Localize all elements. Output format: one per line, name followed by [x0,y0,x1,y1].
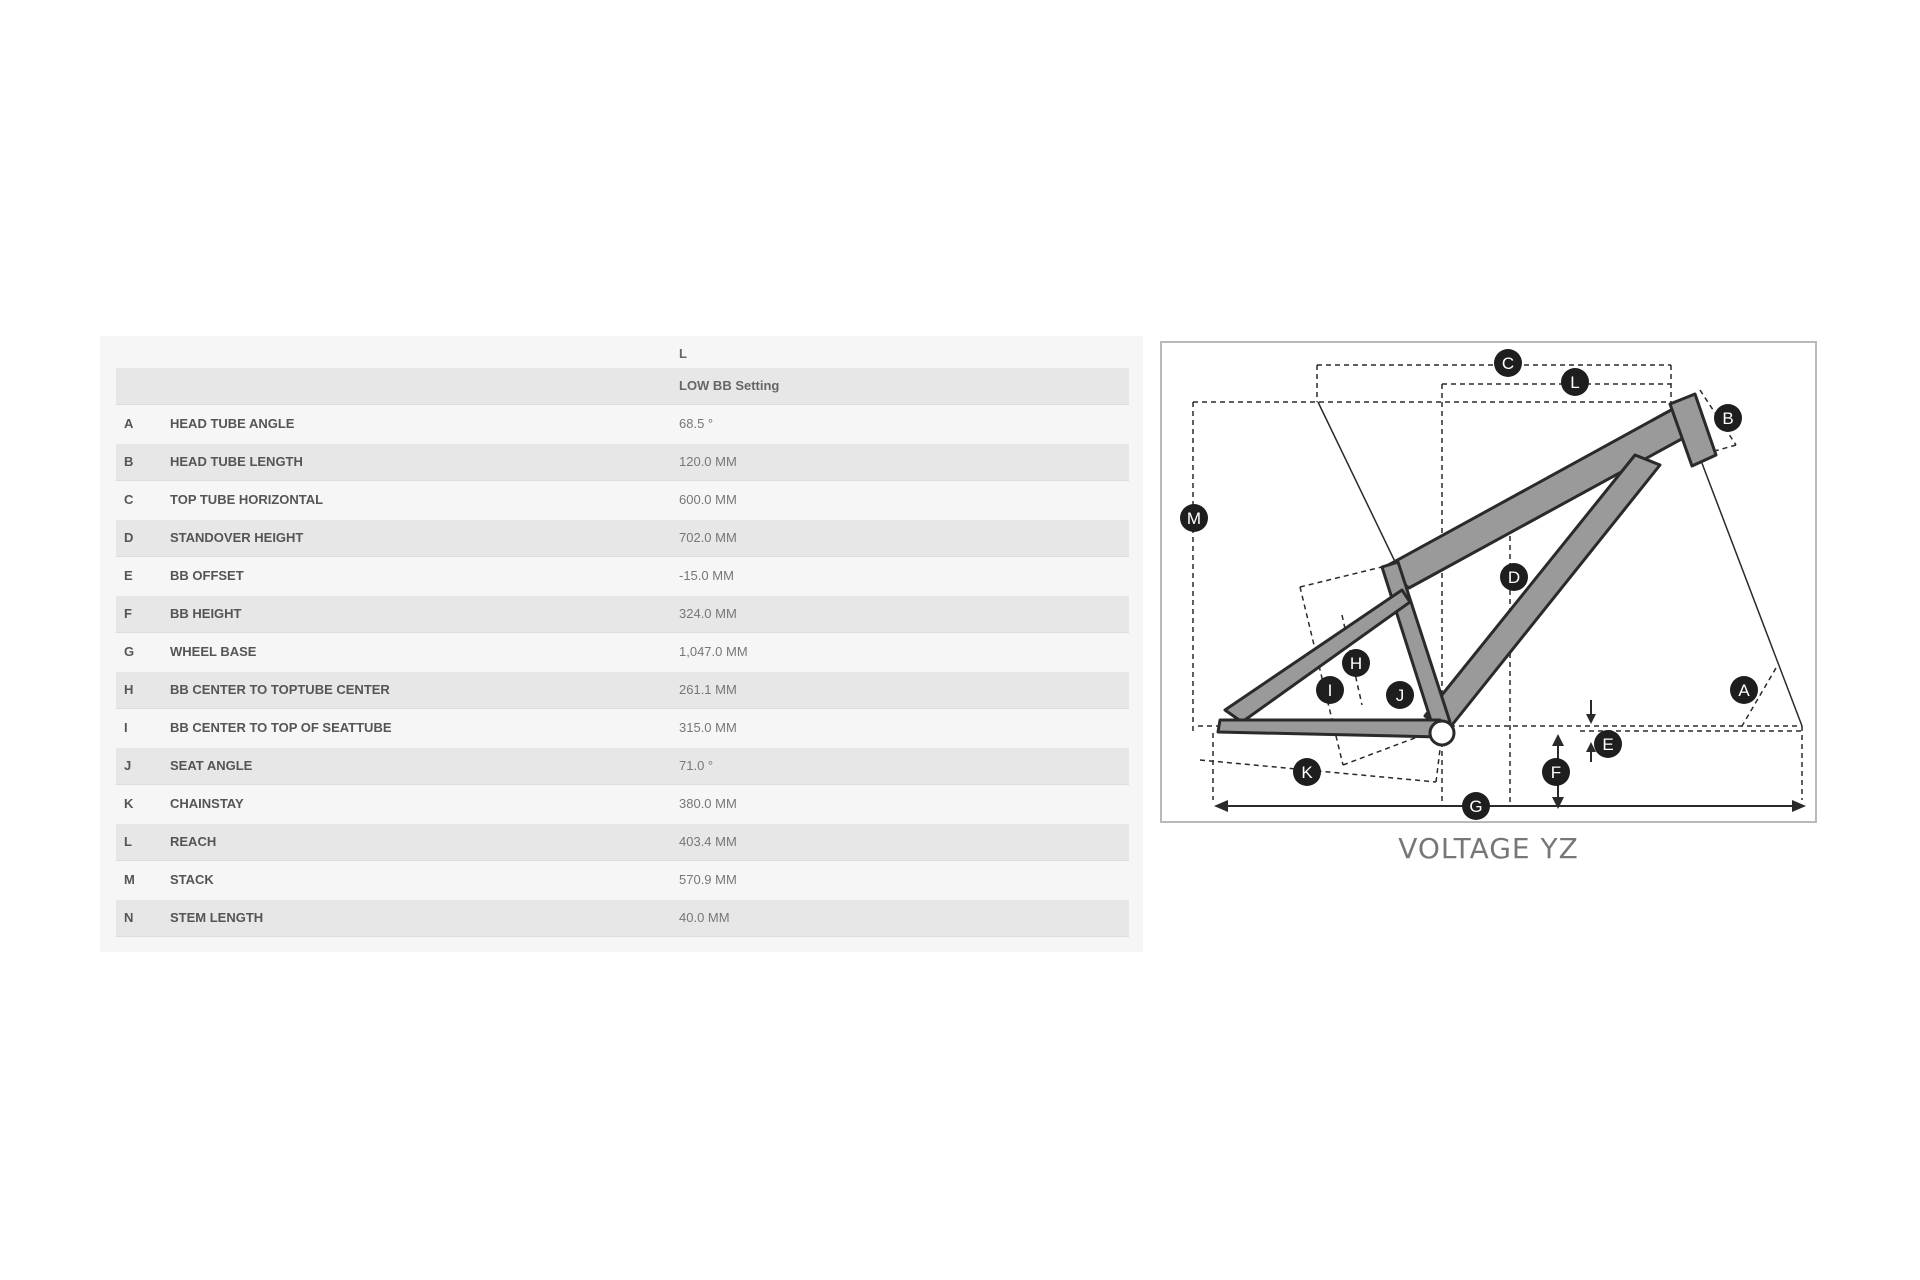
row-label: SEAT ANGLE [170,758,253,773]
row-label: REACH [170,834,217,849]
table-row [116,406,1129,442]
svg-text:D: D [1507,568,1521,587]
row-label: STANDOVER HEIGHT [170,530,304,545]
marker-k [1293,758,1321,786]
marker-j [1386,681,1414,709]
marker-i [1316,676,1344,704]
row-label: STACK [170,872,214,887]
table-row [116,672,1129,709]
marker-b [1714,404,1742,432]
row-value: 261.1 MM [679,682,737,697]
table-row [116,444,1129,481]
table-row [116,862,1129,898]
row-label: BB CENTER TO TOPTUBE CENTER [170,682,390,697]
svg-text:M: M [1186,509,1202,528]
row-value: 702.0 MM [679,530,737,545]
svg-text:G: G [1469,797,1483,816]
setting-header-row [116,368,1129,405]
row-label: TOP TUBE HORIZONTAL [170,492,324,507]
row-value: 1,047.0 MM [679,644,748,659]
size-header-row [116,336,1129,372]
marker-e [1594,730,1622,758]
row-label: BB HEIGHT [170,606,242,621]
table-row [116,520,1129,557]
svg-text:K: K [1301,763,1313,782]
dimension-lines [1193,365,1802,803]
table-row [116,482,1129,518]
row-code: C [124,492,134,507]
table-row [116,710,1129,746]
table-row [116,824,1129,861]
row-value: 120.0 MM [679,454,737,469]
marker-c [1494,349,1522,377]
row-label: HEAD TUBE LENGTH [170,454,303,469]
bike-geometry-diagram [1160,341,1817,823]
svg-text:F: F [1550,763,1562,782]
svg-text:B: B [1722,409,1734,428]
table-row [116,900,1129,937]
marker-h [1342,649,1370,677]
row-code: H [124,682,134,697]
svg-text:L: L [1570,373,1580,392]
svg-text:C: C [1501,354,1515,373]
row-value: 570.9 MM [679,872,737,887]
row-code: L [124,834,132,849]
row-value: 68.5 ° [679,416,714,431]
row-value: 600.0 MM [679,492,737,507]
svg-text:A: A [1738,681,1750,700]
row-code: I [124,720,128,735]
row-code: J [124,758,132,773]
row-value: 40.0 MM [679,910,730,925]
size-header: L [679,346,687,361]
svg-text:E: E [1602,735,1614,754]
svg-text:J: J [1395,686,1405,705]
marker-a [1730,676,1758,704]
marker-d [1500,563,1528,591]
marker-m [1180,504,1208,532]
row-label: HEAD TUBE ANGLE [170,416,295,431]
table-row [116,786,1129,822]
row-code: D [124,530,134,545]
row-value: 315.0 MM [679,720,737,735]
marker-f [1542,758,1570,786]
table-row [116,748,1129,785]
row-code: A [124,416,134,431]
row-code: B [124,454,134,469]
svg-text:I: I [1327,681,1333,700]
svg-text:H: H [1349,654,1363,673]
row-code: M [124,872,135,887]
table-row [116,596,1129,633]
row-value: -15.0 MM [679,568,734,583]
row-label: BB OFFSET [170,568,244,583]
geometry-table [100,336,1143,952]
row-code: N [124,910,134,925]
row-code: E [124,568,133,583]
row-label: WHEEL BASE [170,644,257,659]
marker-g [1462,792,1490,820]
row-value: 324.0 MM [679,606,737,621]
table-row [116,634,1129,670]
row-label: BB CENTER TO TOP OF SEATTUBE [170,720,392,735]
row-code: F [124,606,132,621]
row-code: K [124,796,134,811]
row-value: 403.4 MM [679,834,737,849]
bike-frame [1218,394,1716,745]
setting-header: LOW BB Setting [679,378,780,393]
row-value: 380.0 MM [679,796,737,811]
row-label: STEM LENGTH [170,910,264,925]
row-label: CHAINSTAY [170,796,244,811]
model-name: VOLTAGE YZ [1398,832,1579,865]
table-row [116,558,1129,594]
row-value: 71.0 ° [679,758,714,773]
row-code: G [124,644,135,659]
marker-l [1561,368,1589,396]
